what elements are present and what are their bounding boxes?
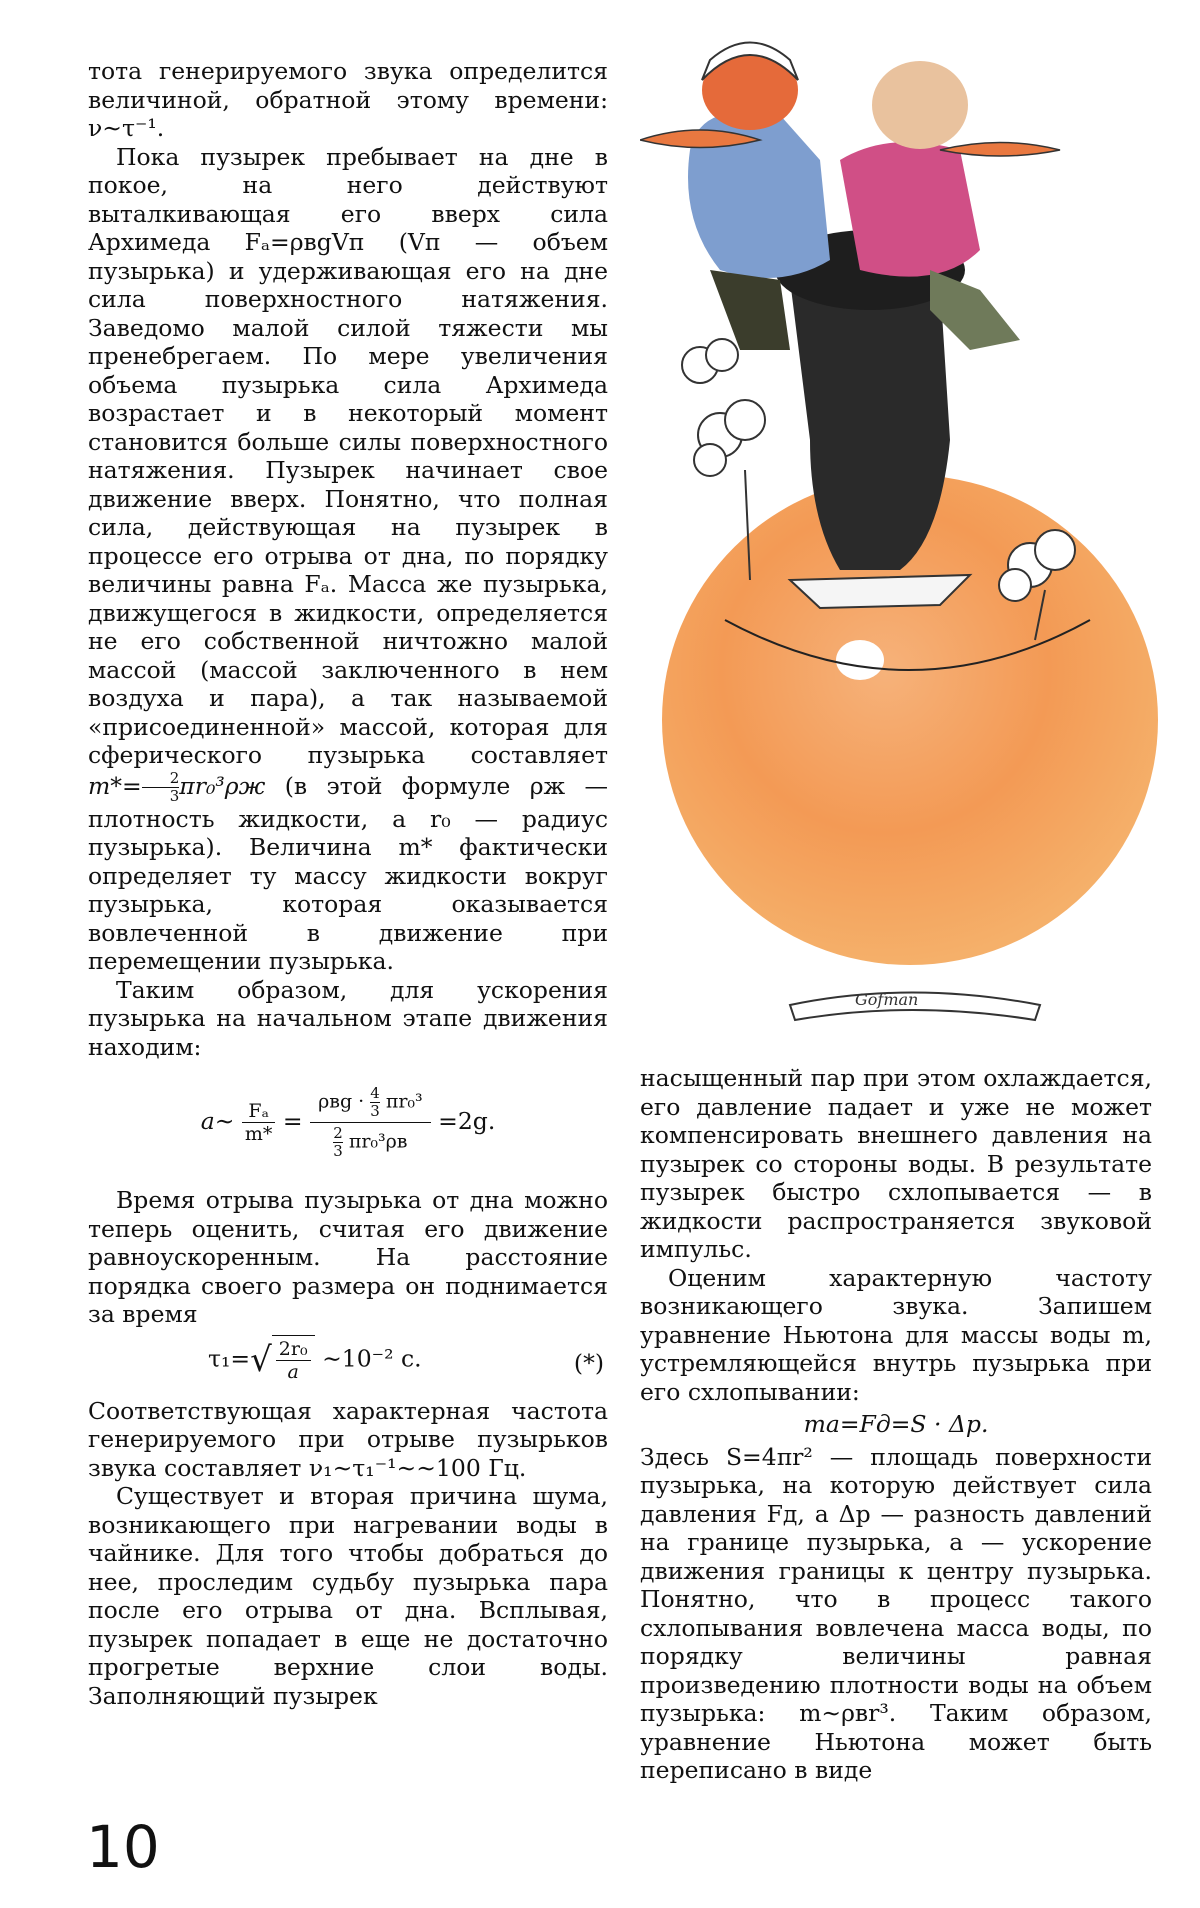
sqrt-icon: √ [250,1339,272,1380]
formula-part: = [282,1107,303,1135]
illustration [640,20,1180,1060]
paragraph: Здесь S=4πr² — площадь поверхности пузырька, на которую действует сила давления Fд, а Δp — разность давлений на границе пузырька, a — ускорение движения границы к центру пузырька. Понятно, что в процесс такого схлопывания вовлечена масса воды, по порядку величины равная произведению плотности воды на объем пузырька: m∼ρвr³. Таким образом, уравнение Ньютона может быть переписано в виде [640,1442,1152,1784]
paragraph [88,143,608,976]
fraction-numerator: Fₐ [242,1100,276,1123]
fraction [333,1125,343,1160]
artist-signature: Gofman [855,990,919,1009]
figure-pink-head [872,61,968,149]
equation-number: (*) [573,1348,604,1377]
formula-part: a∼ [200,1107,235,1135]
paragraph-text: Пока пузырек пребывает на дне в покое, на него действуют выталкивающая его вверх сила Архимеда Fₐ=ρвgVп (Vп — объем пузырька) и удерживающая его на дне сила поверхностного натяжения. Заведомо малой силой тяжести мы пренебрегаем. По мере увеличения объема пузырька сила Архимеда возрастает и в некоторый момент становится больше силы поверхностного натяжения. Пузырек начинает свое движение вверх. Понятно, что полная сила, действующая на пузырек в процессе его отрыва от дна, по порядку величины равна Fₐ. Масса же пузырька, движущегося в жидкости, определяется не его собственной ничтожно малой массой (массой заключенного в нем воздуха и пара), а так называемой «присоединенной» массой, которая для сферического пузырька составляет [88,142,608,769]
fraction-denominator: 3 [333,1142,343,1160]
fraction-numerator [310,1083,431,1123]
fraction [276,1338,311,1383]
paragraph: Оценим характерную частоту возникающего звука. Запишем уравнение Ньютона для массы воды m, устремляющейся внутрь пузырька при его схлопывании: [640,1263,1152,1406]
sqrt-content [272,1335,315,1385]
left-column [88,57,608,1710]
formula-acceleration [88,1083,608,1162]
paragraph: Существует и вторая причина шума, возникающего при нагревании воды в чайнике. Для того чтобы добраться до нее, проследим судьбу пузырька пара после его отрыва от дна. Всплывая, пузырек попадает в еще не достаточно прогретые верхние слои воды. Заполняющий пузырек [88,1482,608,1710]
paragraph-text: (в этой формуле ρж — плотность жидкости, а r₀ — радиус пузырька). Величина m* фактически определяет ту массу жидкости вокруг пузырька, которая оказывается вовлеченной в движение при перемещении пузырька. [88,771,608,975]
fraction [370,1085,380,1120]
formula-tau [88,1329,608,1397]
inline-formula-mass [88,768,285,805]
fraction-denominator: 3 [370,1102,380,1120]
formula-part: πr₀³ρж [179,771,266,800]
fraction-denominator: m* [244,1123,273,1145]
kettle-illustration [640,20,1180,1060]
fraction [242,1100,276,1145]
fraction-denominator: a [287,1360,299,1383]
formula-part: ρвg · [318,1090,365,1113]
paragraph: насыщенный пар при этом охлаждается, его давление падает и уже не может компенсировать внешнего давления на пузырек со стороны воды. В результате пузырек быстро схлопывается — в жидкости распространяется звуковой импульс. [640,1064,1152,1263]
paragraph: Таким образом, для ускорения пузырька на начальном этапе движения находим: [88,975,608,1061]
formula-part: =2g. [438,1107,496,1135]
fraction-denominator [310,1123,431,1162]
fraction-numerator: 2 [333,1124,343,1142]
page-number: 10 [86,1813,160,1881]
fraction [142,770,180,805]
fraction-numerator: 2r₀ [276,1338,311,1361]
formula-part: τ₁= [208,1344,251,1372]
formula-part: ∼10⁻² с. [322,1344,422,1372]
paragraph: Соответствующая характерная частота генерируемого при отрыве пузырьков звука составляет ν₁∼τ₁⁻¹∼∼100 Гц. [88,1396,608,1482]
paragraph: тота генерируемого звука определится величиной, обратной этому времени: ν∼τ⁻¹. [88,57,608,142]
formula-expression [208,1335,422,1385]
formula-part: πr₀³ [385,1090,423,1113]
paragraph: Время отрыва пузырька от дна можно теперь оценить, считая его движение равноускоренным. На расстояние порядка своего размера он поднимается за время [88,1186,608,1328]
fraction-numerator: 2 [142,770,180,788]
formula-part: πr₀³ρв [348,1130,408,1153]
formula-part: m*= [88,771,142,800]
fraction-numerator: 4 [370,1084,380,1102]
ball-hole [836,640,884,680]
formula-newton: ma=Fд=S · Δp. [803,1410,989,1438]
figure-pink-body [840,142,980,277]
lid-stand [790,575,970,608]
right-column [640,1064,1152,1785]
fraction-denominator: 3 [169,786,180,805]
fraction [310,1083,431,1162]
